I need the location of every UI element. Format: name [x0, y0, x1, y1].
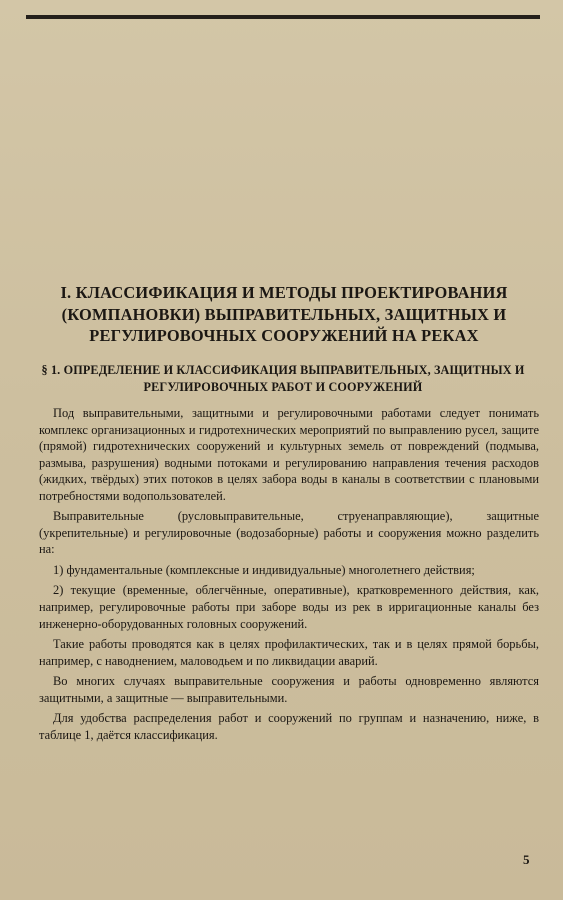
paragraph-3: 1) фундаментальные (комплексные и индивидуальные) многолетнего действия; [53, 562, 475, 577]
paragraph-4: 2) текущие (временные, облегчённые, оперативные), кратковременного действия, как, например, регулировочные работы при заборе воды из рек в ирригационные каналы без инженерно-оборудованных головных сооружений. [39, 583, 539, 631]
main-text [39, 405, 539, 743]
paragraph-7: Для удобства распределения работ и сооружений по группам и назначению, ниже, в таблице 1, даётся классификация. [39, 711, 539, 742]
paragraph-5: Такие работы проводятся как в целях профилактических, так и в целях прямой борьбы, например, с наводнением, маловодьем и по ликвидации аварий. [39, 637, 539, 668]
page-number: 5 [523, 852, 530, 867]
chapter-title: I. КЛАССИФИКАЦИЯ И МЕТОДЫ ПРОЕКТИРОВАНИЯ (КОМПАНОВКИ) ВЫПРАВИТЕЛЬНЫХ, ЗАЩИТНЫХ И РЕГУЛИРОВОЧНЫХ СООРУЖЕНИЙ НА РЕКАХ [60, 283, 508, 345]
paragraph-6: Во многих случаях выправительные сооружения и работы одновременно являются защитными, а защитные — выправительными. [39, 674, 539, 705]
section-title: § 1. ОПРЕДЕЛЕНИЕ И КЛАССИФИКАЦИЯ ВЫПРАВИТЕЛЬНЫХ, ЗАЩИТНЫХ И РЕГУЛИРОВОЧНЫХ РАБОТ И СООРУЖЕНИЙ [41, 363, 525, 394]
top-rule [26, 15, 540, 19]
paragraph-2: Выправительные (русловыправительные, струенаправляющие), защитные (укрепительные) и регулировочные (водозаборные) работы и сооружения можно разделить на: [39, 509, 539, 557]
paragraph-1: Под выправительными, защитными и регулировочными работами следует понимать комплекс организационных и гидротехнических мероприятий по выправлению русел, защите (прямой) гидротехнических сооружений и культурных земель от повреждений (подмыва, размыва, разрушения) водными потоками и регулированию направления течения расходов (жидких, твёрдых) этих потоков в целях забора воды в каналы в соответствии с плановыми потребностями водопользователей. [39, 406, 539, 503]
